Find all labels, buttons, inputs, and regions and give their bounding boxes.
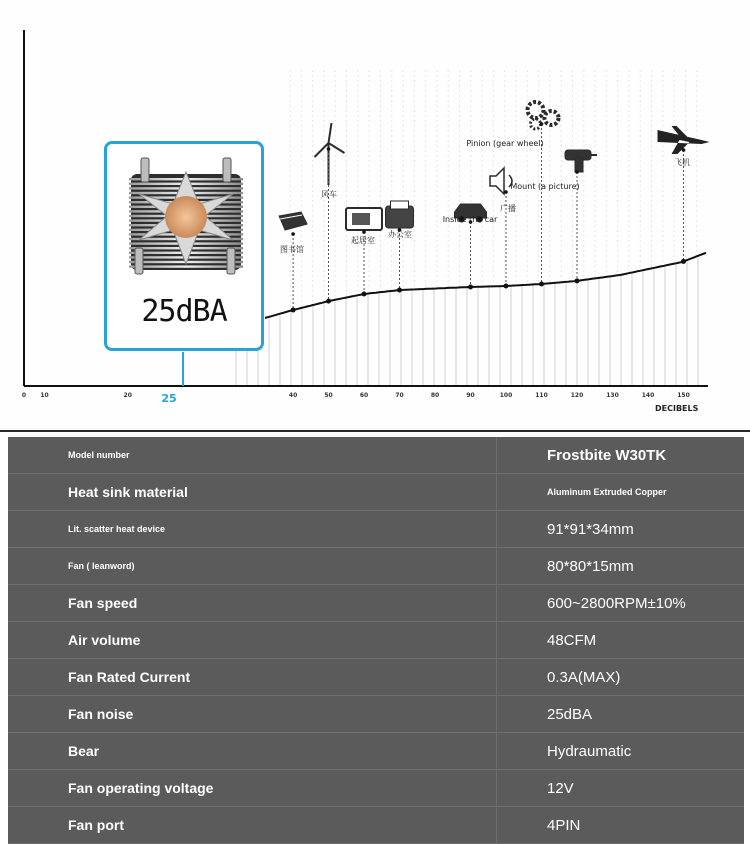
- table-row: [8, 585, 744, 622]
- table-row: [8, 770, 744, 807]
- source-label: 图书馆: [280, 245, 304, 254]
- spec-key: Fan port: [8, 807, 497, 844]
- spec-key: Fan operating voltage: [8, 770, 497, 807]
- source-point: [681, 259, 686, 264]
- table-row: [8, 437, 744, 474]
- source-label: 广播: [500, 204, 516, 213]
- x-tick-label: 0: [21, 392, 27, 399]
- drill-icon: [565, 150, 597, 172]
- stem-top-dot: [575, 170, 579, 174]
- section-divider: [0, 430, 750, 432]
- x-tick-label: 80: [430, 392, 440, 399]
- table-row: [8, 511, 744, 548]
- spec-key: Air volume: [8, 622, 497, 659]
- spec-key: Bear: [8, 733, 497, 770]
- x-tick-label: 110: [535, 392, 548, 399]
- x-tick-label: 140: [641, 392, 655, 399]
- spec-value: 600~2800RPM±10%: [497, 585, 745, 622]
- source-label: Mount (a picture): [510, 182, 580, 191]
- stem-top-dot: [682, 148, 686, 152]
- source-point: [539, 281, 544, 286]
- x-tick-label: 60: [359, 392, 369, 399]
- product-noise-label: 25dBA: [141, 294, 227, 329]
- source-label: 飞机: [674, 158, 690, 167]
- x-tick-label: 25: [161, 392, 177, 405]
- spec-value: 25dBA: [497, 696, 745, 733]
- noise-curve: [265, 253, 706, 318]
- source-point: [397, 288, 402, 293]
- source-point: [504, 284, 509, 289]
- spec-key: Model number: [8, 437, 497, 474]
- table-row: [8, 696, 744, 733]
- cpu-cooler-image: [121, 152, 251, 282]
- table-row: [8, 474, 744, 511]
- printer-icon: [386, 201, 414, 228]
- x-tick-label: 100: [499, 392, 513, 399]
- x-axis-label: DECIBELS: [655, 404, 699, 413]
- x-tick-label: 50: [324, 392, 333, 399]
- source-point: [575, 278, 580, 283]
- book-icon: [279, 212, 307, 230]
- source-label: 起居室: [351, 236, 375, 245]
- source-label: Pinion (gear wheel): [466, 139, 544, 148]
- source-point: [468, 284, 473, 289]
- table-row: [8, 548, 744, 585]
- source-label: Inside the car: [442, 215, 498, 224]
- source-label: 风车: [321, 190, 337, 199]
- spec-table: [8, 437, 744, 844]
- fin: [129, 265, 243, 267]
- x-tick-label: 10: [40, 392, 49, 399]
- stem-top-dot: [327, 147, 331, 151]
- table-row: [8, 807, 744, 844]
- x-tick-label: 90: [466, 392, 475, 399]
- x-tick-label: 130: [606, 392, 619, 399]
- spec-value: 91*91*34mm: [497, 511, 745, 548]
- stem-top-dot: [291, 232, 295, 236]
- x-tick-label: 70: [395, 392, 404, 399]
- spec-key: Fan noise: [8, 696, 497, 733]
- spec-key: Fan ( leanword): [8, 548, 497, 585]
- stem-top-dot: [504, 190, 508, 194]
- stem-top-dot: [362, 230, 366, 234]
- spec-key: Lit. scatter heat device: [8, 511, 497, 548]
- tv-icon: [346, 208, 382, 230]
- product-card: [104, 141, 264, 351]
- x-tick-label: 150: [677, 392, 690, 399]
- stem-top-dot: [540, 122, 544, 126]
- spec-key: Heat sink material: [8, 474, 497, 511]
- spec-key: Fan Rated Current: [8, 659, 497, 696]
- wind-turbine-icon: [315, 123, 345, 185]
- spec-key: Fan speed: [8, 585, 497, 622]
- source-point: [326, 299, 331, 304]
- spec-value: 80*80*15mm: [497, 548, 745, 585]
- spec-value: Frostbite W30TK: [497, 437, 745, 474]
- table-row: [8, 733, 744, 770]
- source-point: [362, 292, 367, 297]
- spec-value: 4PIN: [497, 807, 745, 844]
- table-row: [8, 659, 744, 696]
- source-point: [291, 307, 296, 312]
- x-tick-label: 120: [570, 392, 584, 399]
- spec-value: 0.3A(MAX): [497, 659, 745, 696]
- spec-value: Aluminum Extruded Copper: [497, 474, 745, 511]
- source-label: 办公室: [388, 230, 412, 239]
- spec-value: 12V: [497, 770, 745, 807]
- table-row: [8, 622, 744, 659]
- x-tick-label: 20: [123, 392, 132, 399]
- x-tick-label: 40: [288, 392, 298, 399]
- spec-value: 48CFM: [497, 622, 745, 659]
- spec-value: Hydraumatic: [497, 733, 745, 770]
